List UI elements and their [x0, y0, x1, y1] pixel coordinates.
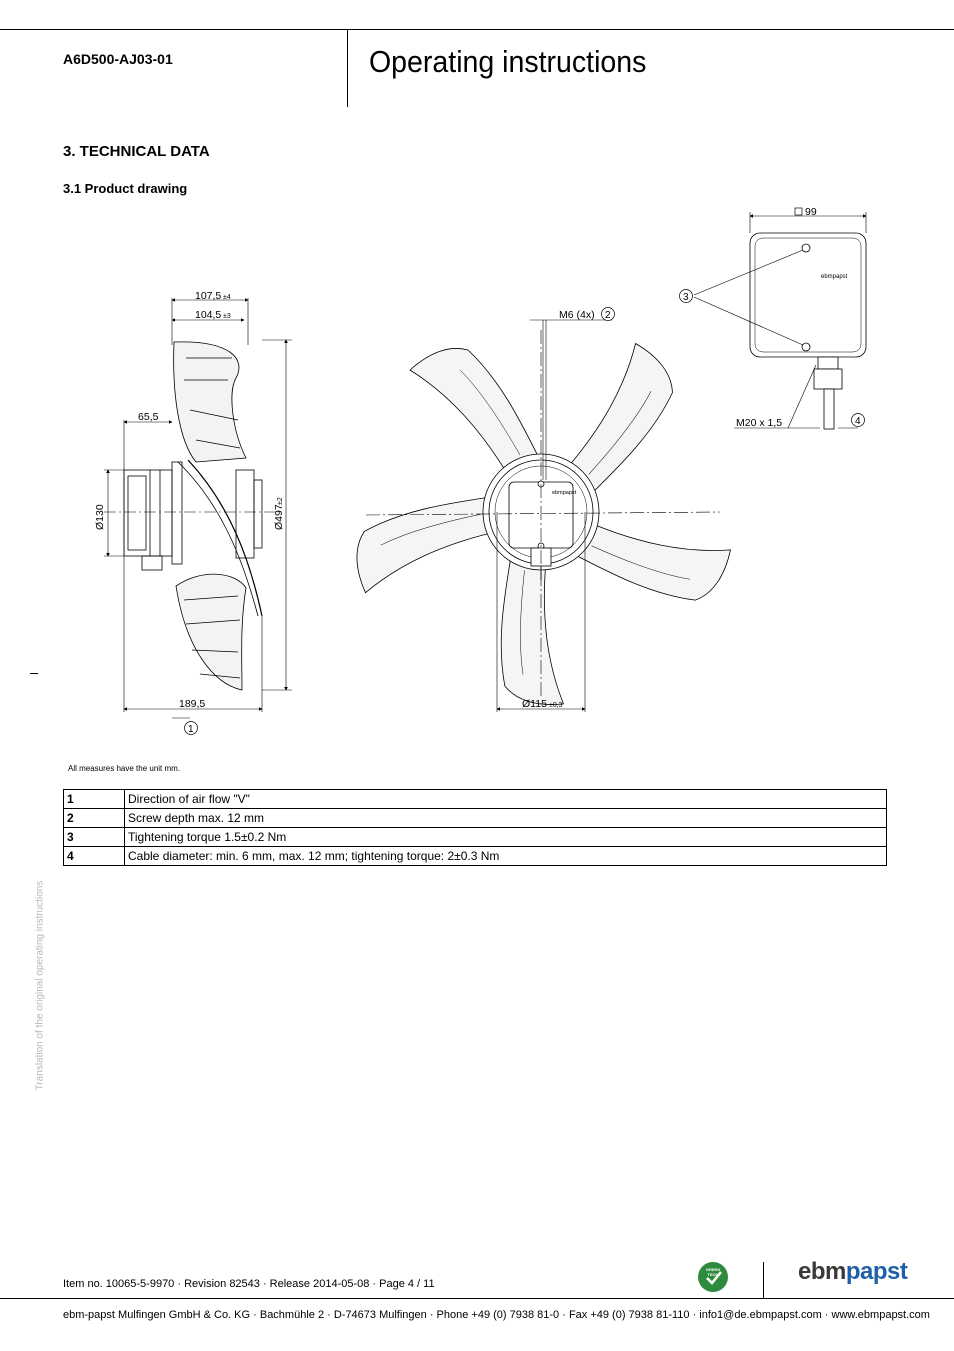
green-tech-badge	[698, 1262, 728, 1292]
table-row	[64, 847, 887, 866]
callout-1	[185, 722, 198, 736]
fan-blade	[410, 348, 540, 470]
translation-side-note: Translation of the original operating instructions	[34, 880, 46, 1091]
header-divider	[347, 29, 348, 107]
note-number: 4	[64, 847, 125, 866]
note-number: 1	[64, 790, 125, 809]
dim-130: Ø130	[94, 504, 106, 530]
dim-104-5-tol: ±3	[223, 313, 231, 320]
note-text: Direction of air flow "V"	[125, 790, 887, 809]
table-row	[64, 809, 887, 828]
callout-3	[680, 290, 693, 304]
dim-115-tol: ±0,3	[549, 702, 563, 709]
motor-housing	[124, 470, 172, 556]
dim-497-tol: ±2	[277, 497, 284, 505]
badge-label: GREEN TECH	[705, 1267, 721, 1277]
brand-mark-front: ebmpapst	[552, 490, 577, 496]
svg-text:3: 3	[683, 292, 689, 303]
callout-2	[602, 308, 615, 322]
dim-115: Ø115	[522, 698, 547, 710]
dim-107-5-tol: ±4	[223, 294, 231, 301]
dim-107-5: 107,5	[195, 290, 222, 302]
dim-square-99: 99	[805, 206, 817, 218]
item-info-line: Item no. 10065-5-9970 · Revision 82543 · Release 2014-05-08 · Page 4 / 11	[63, 1278, 435, 1290]
note-text: Cable diameter: min. 6 mm, max. 12 mm; tightening torque: 2±0.3 Nm	[125, 847, 887, 866]
subsection-heading: 3.1 Product drawing	[63, 181, 188, 196]
logo-part-papst: papst	[845, 1258, 908, 1285]
brand-mark-box: ebmpapst	[821, 274, 848, 280]
unit-note: All measures have the unit mm.	[68, 764, 181, 773]
dim-65-5: 65,5	[138, 411, 159, 423]
note-number: 3	[64, 828, 125, 847]
dim-104-5: 104,5	[195, 309, 222, 321]
side-view	[104, 342, 282, 690]
company-footer: ebm-papst Mulfingen GmbH & Co. KG · Bachmühle 2 · D-74673 Mulfingen · Phone +49 (0) 7938 81-0 · Fax +49 (0) 7938 81-110 · info1@de.ebmpapst.com · www.ebmpapst.com	[63, 1309, 930, 1321]
table-row	[64, 828, 887, 847]
dim-497: Ø497	[273, 504, 285, 530]
section-heading: 3. TECHNICAL DATA	[63, 143, 210, 160]
notes-table	[63, 789, 887, 866]
note-text: Tightening torque 1.5±0.2 Nm	[125, 828, 887, 847]
model-number: A6D500-AJ03-01	[63, 51, 173, 67]
logo-part-ebm: ebm	[798, 1258, 846, 1285]
svg-text:4: 4	[855, 416, 861, 427]
header-top-rule	[0, 29, 954, 30]
page-title: Operating instructions	[369, 44, 647, 79]
blade-side-top	[174, 342, 246, 462]
blade-side-bottom	[176, 574, 246, 690]
front-view	[345, 337, 743, 721]
logo-divider	[763, 1262, 764, 1298]
table-row	[64, 790, 887, 809]
dim-m20: M20 x 1,5	[736, 417, 783, 429]
terminal-box-view	[750, 233, 866, 429]
note-text: Screw depth max. 12 mm	[125, 809, 887, 828]
footer-rule	[0, 1298, 954, 1299]
svg-text:2: 2	[605, 310, 611, 321]
svg-text:1: 1	[188, 724, 194, 735]
note-number: 2	[64, 809, 125, 828]
margin-tick	[30, 673, 38, 674]
ebmpapst-logo	[798, 1258, 907, 1286]
dim-189-5: 189,5	[179, 698, 206, 710]
dim-m6: M6 (4x)	[559, 309, 595, 321]
callout-4	[852, 414, 865, 428]
product-drawing	[0, 195, 954, 755]
